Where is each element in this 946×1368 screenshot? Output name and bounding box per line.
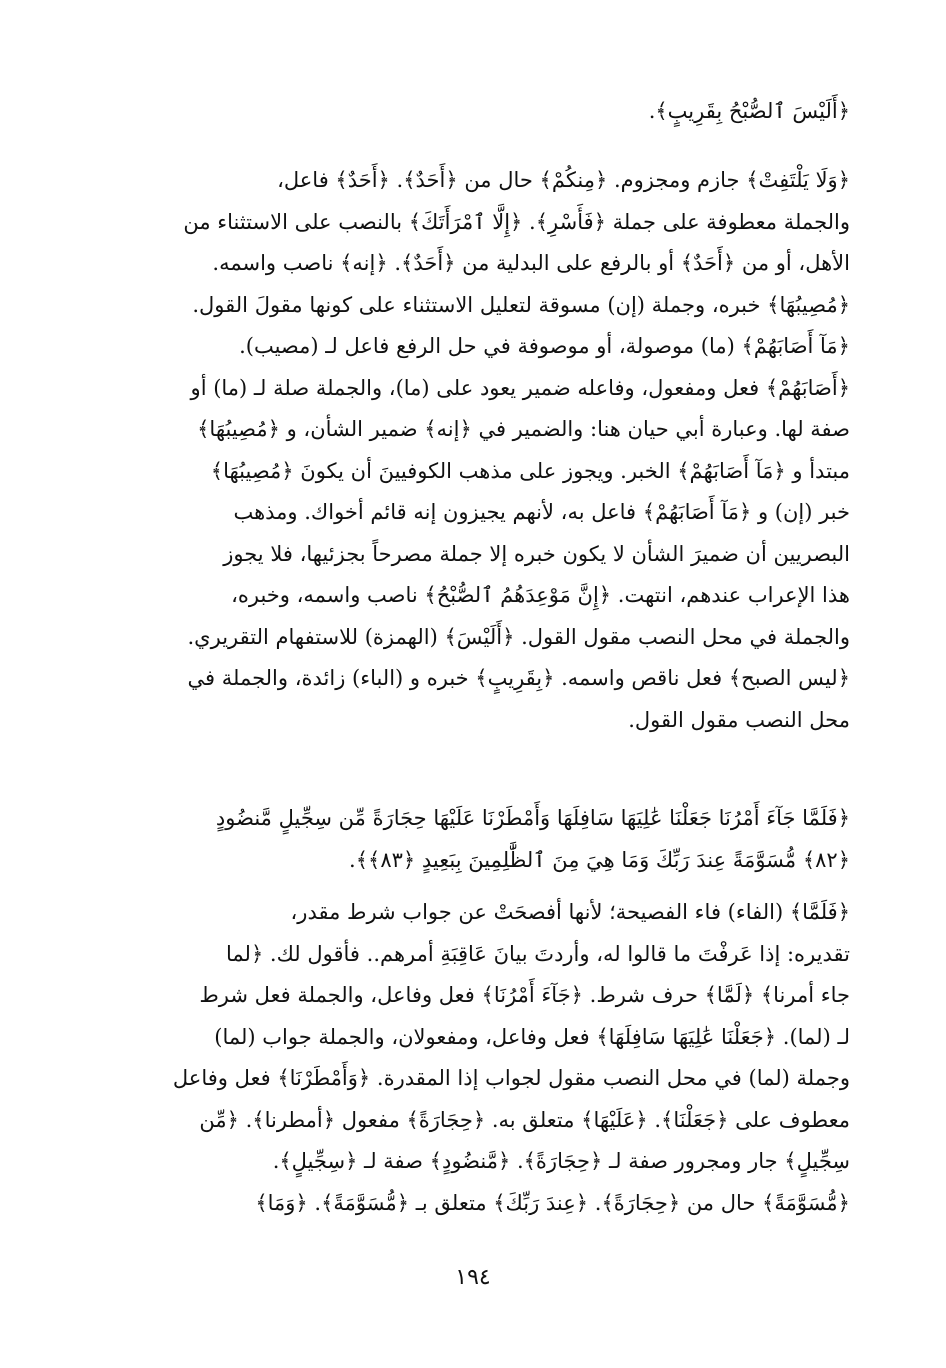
text-line: صفة لها. وعبارة أبي حيان هنا: والضمير في ﴿إنه﴾ ضمير الشأن، و ﴿مُصِيبُهَا﴾ [197, 417, 850, 441]
text-line: ﴿مُّسَوَّمَةً﴾ حال من ﴿حِجَارَةً﴾. ﴿عِندَ رَبِّكَ﴾ متعلق بـ ﴿مُّسَوَّمَةً﴾. ﴿وَمَا﴾ [255, 1190, 850, 1215]
text-line: والجملة معطوفة على جملة ﴿فَأَسْرِ﴾. ﴿إِلَّا ٱمْرَأَتَكَ﴾ بالنصب على الاستثناء من [183, 209, 850, 234]
quran-verse [100, 798, 850, 881]
text-line: ﴿مَآ أَصَابَهُمْ﴾ (ما) موصولة، أو موصوفة في حل الرفع فاعل لـ (مصيب). [239, 334, 850, 358]
text-line: معطوف على ﴿جَعَلْنَا﴾. ﴿عَلَيْهَا﴾ متعلق به. ﴿حِجَارَةً﴾ مفعول ﴿أمطرنا﴾. ﴿مِّن [199, 1107, 850, 1132]
text-line: ﴿أَلَيْسَ ٱلصُّبْحُ بِقَرِيبٍ﴾. [648, 99, 850, 123]
text-line: سِجِّيلٍ﴾ جار ومجرور صفة لـ ﴿حِجَارَةً﴾. ﴿مَّنضُودٍ﴾ صفة لـ ﴿سِجِّيلٍ﴾. [272, 1149, 850, 1173]
text-line: ﴿مُصِيبُهَا﴾ خبره، وجملة (إن) مسوقة لتعليل الاستثناء على كونها مقولَ القول. [192, 292, 850, 317]
text-line: ﴿فَلَمَّا﴾ (الفاء) فاء الفصيحة؛ لأنها أفصحَتْ عن جواب شرط مقدر، [290, 900, 850, 924]
text-line: مبتدأ و ﴿مَآ أَصَابَهُمْ﴾ الخبر. ويجوز على مذهب الكوفيينَ أن يكونَ ﴿مُصِيبُهَا﴾ [210, 458, 850, 483]
text-line: هذا الإعراب عندهم، انتهت. ﴿إِنَّ مَوْعِدَهُمُ ٱلصُّبْحُ﴾ ناصب واسمه، وخبره، [231, 583, 850, 607]
text-line: خبر (إن) و ﴿مَآ أَصَابَهُمْ﴾ فاعل به، لأنهم يجيزون إنه قائم أخواك. ومذهب [233, 500, 850, 524]
text-line: وجملة (لما) في محل النصب مقول لجواب إذا المقدرة. ﴿وَأَمْطَرْنَا﴾ فعل وفاعل [172, 1066, 850, 1090]
page-number: ١٩٤ [455, 1265, 491, 1290]
text-line: البصريين أن ضميرَ الشأن لا يكون خبره إلا جملة مصرحاً بجزئيها، فلا يجوز [223, 541, 850, 566]
text-line: والجملة في محل النصب مقول القول. ﴿أَلَيْسَ﴾ (الهمزة) للاستفهام التقريري. [187, 624, 850, 649]
text-line: ﴿أَصَابَهُمْ﴾ فعل ومفعول، وفاعله ضمير يعود على (ما)، والجملة صلة لـ (ما) أو [190, 375, 850, 400]
top-line [100, 91, 850, 133]
paragraph-grammar-analysis-2 [100, 892, 850, 1224]
verse-line: ﴿٨٢﴾ مُّسَوَّمَةً عِندَ رَبِّكَ وَمَا هِيَ مِنَ ٱلظَّٰلِمِينَ بِبَعِيدٍ ﴿٨٣﴾﴾. [349, 847, 850, 872]
paragraph-grammar-analysis-1 [100, 160, 850, 741]
text-line: ﴿وَلَا يَلْتَفِتْ﴾ جازم ومجزوم. ﴿مِنكُمْ﴾ حال من ﴿أَحَدٌ﴾. ﴿أَحَدٌ﴾ فاعل، [277, 168, 850, 192]
text-line: الأهل، أو من ﴿أَحَدٌ﴾ أو بالرفع على البدلية من ﴿أَحَدٌ﴾. ﴿إنه﴾ ناصب واسمه. [212, 251, 850, 275]
text-line: لـ (لما). ﴿جَعَلْنَا عَٰلِيَهَا سَافِلَهَا﴾ فعل وفاعل، ومفعولان، والجملة جواب (لما) [214, 1024, 850, 1049]
text-line: ﴿ليس الصبح﴾ فعل ناقص واسمه. ﴿بِقَرِيبٍ﴾ خبره و (الباء) زائدة، والجملة في [187, 666, 850, 690]
verse-line: ﴿فَلَمَّا جَآءَ أَمْرُنَا جَعَلْنَا عَٰلِيَهَا سَافِلَهَا وَأَمْطَرْنَا عَلَيْهَا حِجَارَةً مِّن سِجِّيلٍ مَّنضُودٍ [215, 806, 850, 830]
text-line: محل النصب مقول القول. [628, 707, 850, 732]
text-line: تقديره: إذا عَرفْتَ ما قالوا له، وأردتَ بيانَ عَاقِبَةِ أمرهم.. فأقول لك. ﴿لما [226, 941, 850, 966]
text-line: جاء أمرنا﴾ ﴿لَمَّا﴾ حرف شرط. ﴿جَآءَ أَمْرُنَا﴾ فعل وفاعل، والجملة فعل شرط [199, 983, 850, 1007]
